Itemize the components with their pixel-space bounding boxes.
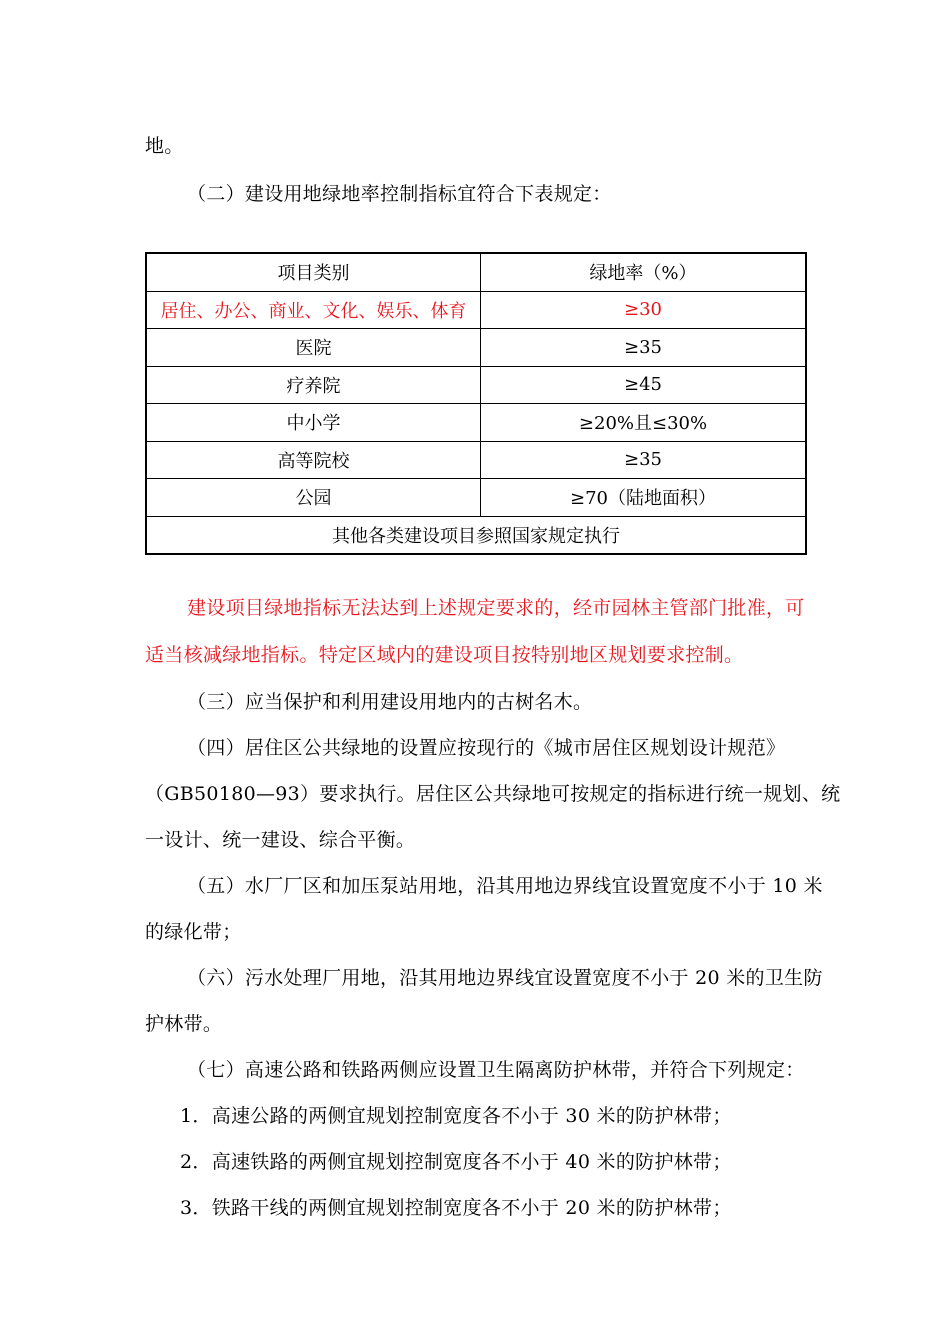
table-cell-category: 高等院校: [146, 441, 481, 479]
paragraph-4-line-2: （GB50180—93）要求执行。居住区公共绿地可按规定的指标进行统一规划、统: [145, 783, 841, 805]
paragraph-4-line-3: 一设计、统一建设、综合平衡。: [145, 829, 416, 851]
table-cell-category: 疗养院: [146, 366, 481, 404]
paragraph-5-line-1: （五）水厂厂区和加压泵站用地，沿其用地边界线宜设置宽度不小于 10 米: [187, 875, 823, 897]
table-cell-rate: ≥35: [481, 329, 807, 367]
table-row: [146, 441, 806, 479]
table-header-rate: 绿地率（%）: [481, 253, 807, 291]
paragraph-continuation: 地。: [145, 135, 184, 157]
list-item-1: 1．高速公路的两侧宜规划控制宽度各不小于 30 米的防护林带；: [180, 1105, 732, 1127]
table-row: [146, 479, 806, 517]
table-row: [146, 366, 806, 404]
table-cell-rate: ≥45: [481, 366, 807, 404]
table-footer-row: [146, 516, 806, 554]
paragraph-5-line-2: 的绿化带；: [145, 921, 242, 943]
table-row: [146, 404, 806, 442]
table-row: [146, 329, 806, 367]
table-cell-rate: ≥20%且≤30%: [481, 404, 807, 442]
table-footer-cell: 其他各类建设项目参照国家规定执行: [146, 516, 806, 554]
list-item-2: 2．高速铁路的两侧宜规划控制宽度各不小于 40 米的防护林带；: [180, 1151, 732, 1173]
paragraph-3: （三）应当保护和利用建设用地内的古树名木。: [187, 691, 593, 713]
table-cell-rate: ≥35: [481, 441, 807, 479]
table-cell-rate: ≥30: [481, 291, 807, 329]
green-rate-table: [145, 252, 807, 555]
paragraph-7: （七）高速公路和铁路两侧应设置卫生隔离防护林带，并符合下列规定：: [187, 1059, 805, 1081]
red-note-line-1: 建设项目绿地指标无法达到上述规定要求的，经市园林主管部门批准，可: [187, 597, 805, 619]
table-row: [146, 291, 806, 329]
paragraph-2: （二）建设用地绿地率控制指标宜符合下表规定：: [187, 183, 612, 205]
paragraph-6-line-2: 护林带。: [145, 1013, 223, 1035]
table-cell-category: 公园: [146, 479, 481, 517]
table-cell-rate: ≥70（陆地面积）: [481, 479, 807, 517]
list-item-3: 3．铁路干线的两侧宜规划控制宽度各不小于 20 米的防护林带；: [180, 1197, 732, 1219]
paragraph-4-line-1: （四）居住区公共绿地的设置应按现行的《城市居住区规划设计规范》: [187, 737, 786, 759]
red-note-line-2: 适当核减绿地指标。特定区域内的建设项目按特别地区规划要求控制。: [145, 644, 744, 666]
table-cell-category: 中小学: [146, 404, 481, 442]
table-cell-category: 居住、办公、商业、文化、娱乐、体育: [146, 291, 481, 329]
table-cell-category: 医院: [146, 329, 481, 367]
table-header-category: 项目类别: [146, 253, 481, 291]
paragraph-6-line-1: （六）污水处理厂用地，沿其用地边界线宜设置宽度不小于 20 米的卫生防: [187, 967, 823, 989]
table-header-row: [146, 253, 806, 291]
